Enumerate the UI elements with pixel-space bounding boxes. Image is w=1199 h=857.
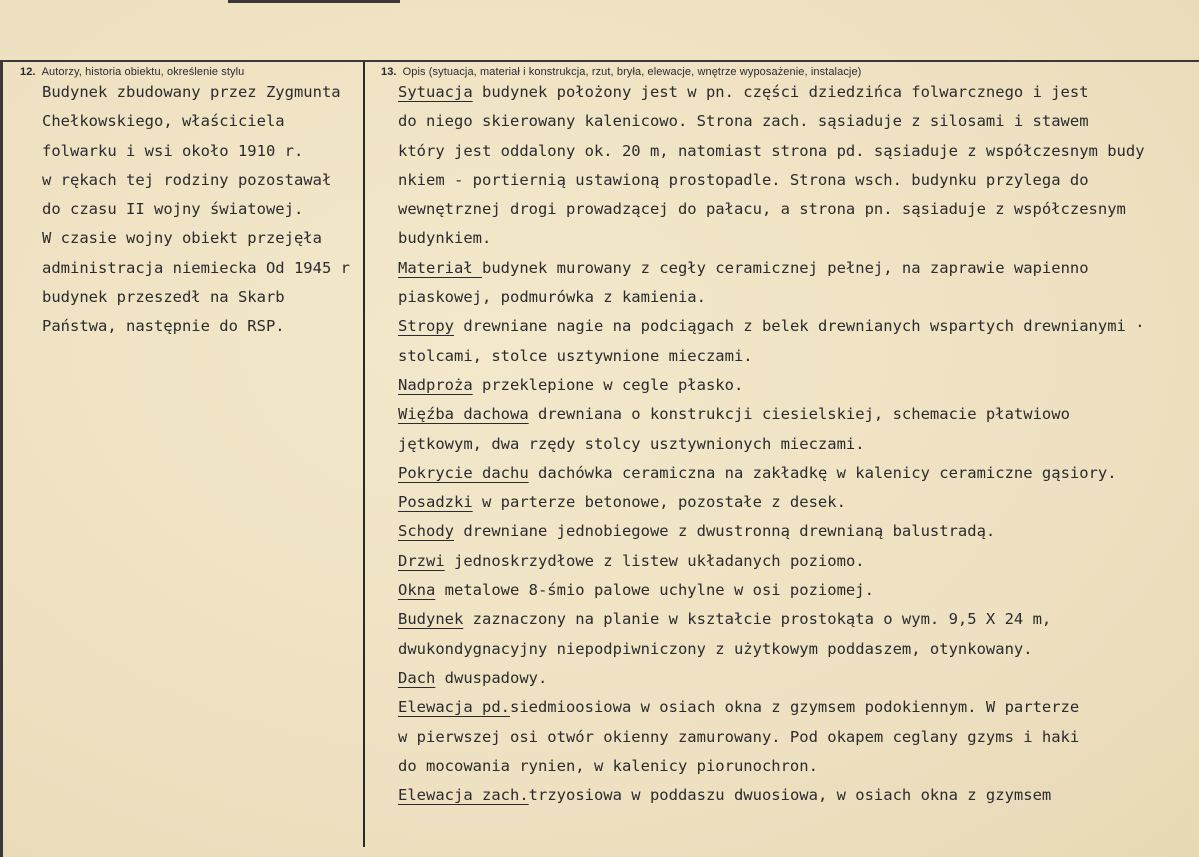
description-text-line — [398, 254, 1199, 283]
description-text-line — [398, 605, 1199, 634]
description-text-line — [398, 430, 1199, 459]
section-13-number: 13. — [381, 66, 397, 78]
header-rule — [0, 60, 1199, 62]
description-text-line — [398, 283, 1199, 312]
description-text-line — [398, 635, 1199, 664]
description-text: drewniane jednobiegowe z dwustronną drewnianą balustradą. — [454, 522, 996, 541]
description-text-line — [398, 459, 1199, 488]
description-heading: Posadzki — [398, 493, 473, 512]
description-heading: Dach — [398, 668, 436, 687]
description-text-line — [398, 400, 1199, 429]
description-text: który jest oddalony ok. 20 m, natomiast strona pd. sąsiaduje z współczesnym budy — [398, 141, 1145, 160]
description-text: do mocowania rynien, w kalenicy piorunochron. — [398, 756, 818, 775]
description-text: nkiem - portiernią ustawioną prostopadle. Strona wsch. budynku przylega do — [398, 170, 1089, 189]
description-text: jętkowym, dwa rzędy stolcy usztywnionych mieczami. — [398, 434, 865, 453]
history-text-line: folwarku i wsi około 1910 r. — [42, 141, 304, 160]
description-text-line — [398, 166, 1199, 195]
description-text-line — [398, 342, 1199, 371]
history-text-line: Budynek zbudowany przez Zygmunta — [42, 83, 341, 101]
section-12-title: Autorzy, historia obiektu, określenie stylu — [41, 66, 245, 78]
description-text: budynkiem. — [398, 229, 492, 248]
description-text-line — [398, 137, 1199, 166]
history-text-line: W czasie wojny obiekt przejęła — [42, 229, 322, 248]
description-heading: Okna — [398, 581, 436, 600]
history-text-line: Chełkowskiego, właściciela — [42, 112, 285, 131]
description-text: siedmioosiowa w osiach okna z gzymsem podokiennym. W parterze — [509, 698, 1080, 717]
description-text: piaskowej, podmurówka z kamienia. — [398, 288, 706, 307]
description-text-line — [398, 224, 1199, 253]
description-text-line — [398, 752, 1199, 781]
description-text-line — [398, 547, 1199, 576]
column-divider — [363, 62, 365, 847]
description-text: drewniana o konstrukcji ciesielskiej, schemacie płatwiowo — [528, 405, 1070, 424]
description-heading: Stropy — [398, 317, 454, 336]
description-text: budynek położony jest w pn. części dziedzińca folwarcznego i jest — [472, 83, 1089, 101]
history-text-line: Państwa, następnie do RSP. — [42, 317, 285, 336]
section-12-number: 12. — [20, 66, 36, 78]
section-13-header — [381, 66, 861, 78]
description-text: trzyosiowa w poddaszu dwuosiowa, w osiach okna z gzymsem — [528, 786, 1052, 805]
description-text-line — [398, 664, 1199, 693]
description-text: dwukondygnacyjny niepodpiwniczony z użytkowym poddaszem, otynkowany. — [398, 639, 1033, 658]
description-text: do niego skierowany kalenicowo. Strona zach. sąsiaduje z silosami i stawem — [398, 112, 1089, 131]
description-text: zaznaczony na planie w kształcie prostokąta o wym. 9,5 X 24 m, — [463, 610, 1052, 629]
description-text-line — [398, 488, 1199, 517]
description-heading: Drzwi — [398, 551, 445, 570]
description-text-line — [398, 371, 1199, 400]
description-text-line — [398, 107, 1199, 136]
description-text-line — [398, 723, 1199, 752]
description-heading: Schody — [398, 522, 454, 541]
section-12-header — [20, 66, 244, 78]
description-text: jednoskrzydłowe z listew układanych poziomo. — [444, 551, 865, 570]
description-text: dachówka ceramiczna na zakładkę w kalenicy ceramiczne gąsiory. — [528, 463, 1117, 482]
description-text: w parterze betonowe, pozostałe z desek. — [472, 493, 846, 512]
top-rule — [228, 0, 400, 3]
history-text-line: do czasu II wojny światowej. — [42, 200, 304, 219]
description-heading: Budynek — [398, 610, 464, 629]
description-text: przeklepione w cegle płasko. — [472, 375, 744, 394]
description-text: wewnętrznej drogi prowadzącej do pałacu, a strona pn. sąsiaduje z współczesnym — [398, 200, 1126, 219]
description-heading: Pokrycie dachu — [398, 463, 529, 482]
description-heading: Materiał — [398, 258, 482, 277]
description-text: metalowe 8-śmio palowe uchylne w osi poziomej. — [435, 581, 874, 600]
description-text-line — [398, 517, 1199, 546]
description-heading: Elewacja pd. — [398, 698, 510, 717]
description-text: budynek murowany z cegły ceramicznej pełnej, na zaprawie wapienno — [482, 258, 1089, 277]
history-column — [42, 78, 362, 342]
description-text-line — [398, 312, 1199, 341]
description-text: w pierwszej osi otwór okienny zamurowany. Pod okapem ceglany gzyms i haki — [398, 727, 1080, 746]
description-heading: Więźba dachowa — [398, 405, 529, 424]
description-text-line — [398, 78, 1199, 107]
description-text: drewniane nagie na podciągach z belek drewnianych wspartych drewnianymi · — [454, 317, 1145, 336]
history-text-line: w rękach tej rodziny pozostawał — [42, 170, 332, 189]
history-text-line: budynek przeszedł na Skarb — [42, 288, 285, 307]
description-text-line — [398, 195, 1199, 224]
left-border — [0, 60, 3, 857]
description-text-line — [398, 781, 1199, 810]
description-heading: Nadproża — [398, 375, 473, 394]
description-text: dwuspadowy. — [435, 668, 548, 687]
section-13-title: Opis (sytuacja, materiał i konstrukcja, rzut, bryła, elewacje, wnętrze wyposażenie, instalacje) — [402, 66, 862, 78]
description-text-line — [398, 693, 1199, 722]
description-heading: Sytuacja — [398, 83, 473, 101]
description-heading: Elewacja zach. — [398, 786, 529, 805]
description-text: stolcami, stolce usztywnione mieczami. — [398, 346, 753, 365]
history-text-line: administracja niemiecka Od 1945 r — [42, 258, 350, 277]
description-column — [398, 78, 1199, 810]
description-text-line — [398, 576, 1199, 605]
